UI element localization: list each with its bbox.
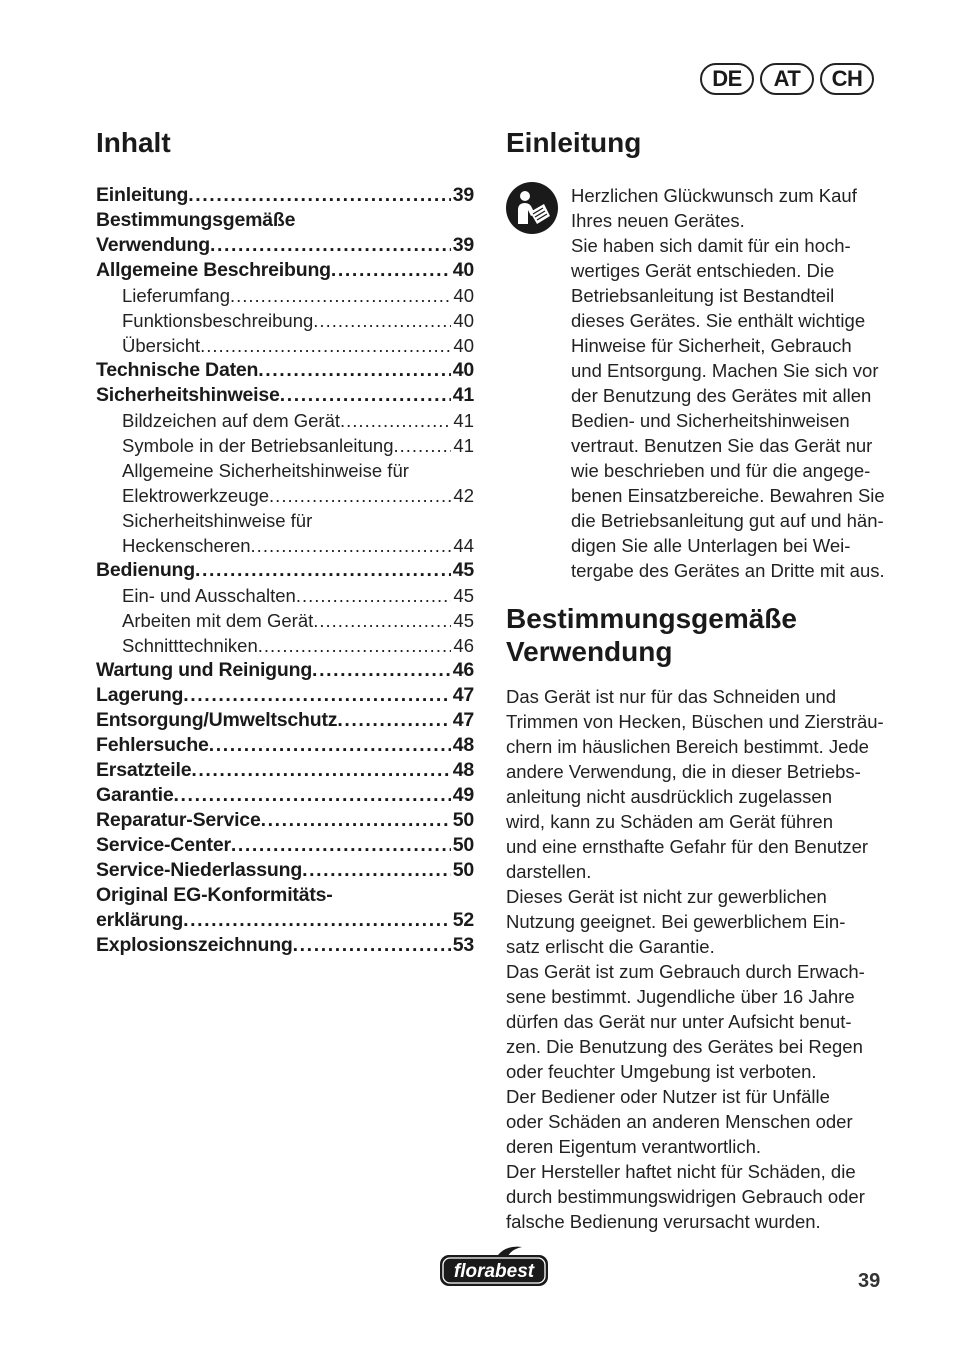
toc-entry-page: 39 bbox=[452, 234, 474, 256]
language-badge-ch: CH bbox=[820, 63, 874, 95]
toc-entry bbox=[96, 508, 474, 533]
toc-entry bbox=[96, 783, 474, 808]
toc-dot-leader bbox=[258, 358, 450, 383]
toc-entry-page: 44 bbox=[453, 535, 474, 556]
toc-dot-leader bbox=[269, 483, 451, 508]
toc-entry-page: 50 bbox=[452, 809, 474, 831]
intended-use-title: Bestimmungsgemäße Verwendung bbox=[506, 603, 797, 667]
toc-entry-page: 40 bbox=[453, 285, 474, 306]
toc-entry bbox=[96, 283, 474, 308]
toc-entry bbox=[96, 258, 474, 283]
toc-dot-leader bbox=[313, 608, 451, 633]
toc-entry-title: Service-Niederlassung bbox=[96, 859, 303, 881]
toc-entry bbox=[96, 183, 474, 208]
toc-entry bbox=[96, 633, 474, 658]
toc-entry bbox=[96, 408, 474, 433]
florabest-logo bbox=[438, 1245, 550, 1289]
toc-entry-page: 46 bbox=[452, 659, 474, 681]
toc-dot-leader bbox=[188, 183, 450, 208]
toc-entry bbox=[96, 383, 474, 408]
toc-entry-title: Entsorgung/Umweltschutz bbox=[96, 709, 338, 731]
toc-entry-page: 40 bbox=[452, 259, 474, 281]
page-number: 39 bbox=[858, 1270, 881, 1292]
toc-entry-title: Sicherheitshinweise bbox=[96, 384, 280, 406]
toc-entry bbox=[96, 658, 474, 683]
toc-entry bbox=[96, 883, 474, 908]
toc-dot-leader bbox=[200, 333, 451, 358]
toc-entry-page: 41 bbox=[452, 384, 474, 406]
toc-dot-leader bbox=[209, 733, 451, 758]
toc-dot-leader bbox=[191, 758, 450, 783]
toc-dot-leader bbox=[261, 808, 451, 833]
toc-entry bbox=[96, 908, 474, 933]
toc-entry bbox=[96, 458, 474, 483]
toc-entry-title: Garantie bbox=[96, 784, 174, 806]
toc-dot-leader bbox=[331, 258, 451, 283]
language-badges bbox=[700, 63, 874, 95]
toc-dot-leader bbox=[195, 558, 451, 583]
toc-entry bbox=[96, 608, 474, 633]
toc-entry-page: 41 bbox=[453, 435, 474, 456]
toc-dot-leader bbox=[183, 908, 451, 933]
toc-entry-title: Fehlersuche bbox=[96, 734, 209, 756]
table-of-contents bbox=[96, 183, 474, 958]
toc-entry-title: Service-Center bbox=[96, 834, 231, 856]
toc-dot-leader bbox=[231, 833, 451, 858]
toc-entry bbox=[96, 558, 474, 583]
toc-entry bbox=[96, 708, 474, 733]
toc-entry bbox=[96, 808, 474, 833]
toc-dot-leader bbox=[293, 933, 451, 958]
toc-entry-title: Wartung und Reinigung bbox=[96, 659, 313, 681]
toc-dot-leader bbox=[280, 383, 451, 408]
toc-entry-page: 48 bbox=[452, 734, 474, 756]
toc-entry-title: Verwendung bbox=[96, 234, 210, 256]
toc-entry-title: Reparatur-Service bbox=[96, 809, 261, 831]
toc-entry-title: Explosionszeichnung bbox=[96, 934, 293, 956]
toc-entry-page: 40 bbox=[452, 359, 474, 381]
toc-entry bbox=[96, 358, 474, 383]
toc-entry-page: 50 bbox=[452, 834, 474, 856]
toc-entry bbox=[96, 683, 474, 708]
toc-entry-title: Lieferumfang bbox=[122, 285, 230, 306]
toc-entry bbox=[96, 533, 474, 558]
toc-dot-leader bbox=[251, 533, 452, 558]
toc-entry-title: Heckenscheren bbox=[122, 535, 251, 556]
language-badge-de: DE bbox=[700, 63, 754, 95]
toc-entry bbox=[96, 233, 474, 258]
toc-entry-page: 52 bbox=[452, 909, 474, 931]
toc-entry bbox=[96, 333, 474, 358]
toc-dot-leader bbox=[394, 433, 452, 458]
toc-dot-leader bbox=[340, 408, 451, 433]
toc-dot-leader bbox=[302, 858, 451, 883]
introduction-title: Einleitung bbox=[506, 127, 642, 158]
toc-entry-title: Funktionsbeschreibung bbox=[122, 310, 314, 331]
toc-entry-title: Ersatzteile bbox=[96, 759, 192, 781]
toc-entry-page: 41 bbox=[453, 410, 474, 431]
toc-entry bbox=[96, 933, 474, 958]
toc-entry-title: Elektrowerkzeuge bbox=[122, 485, 270, 506]
toc-entry-title: Technische Daten bbox=[96, 359, 259, 381]
toc-dot-leader bbox=[210, 233, 451, 258]
intended-use-text: Das Gerät ist nur für das Schneiden und Trimmen von Hecken, Büschen und Ziersträu- chern im häuslichen Bereich bestimmt. Jede andere Verwendung, die in dieser Betriebs- anleitung nicht ausdrücklich zugelassen wird, kann zu Schäden am Gerät führen und eine ernsthafte Gefahr für den Benutzer darstellen. Dieses Gerät ist nicht zur gewerblichen Nutzung geeignet. Bei gewerblichem Ein- satz erlischt die Garantie. Das Gerät ist zum Gebrauch durch Erwach- sene bestimmt. Jugendliche über 16 Jahre dürfen das Gerät nur unter Aufsicht benut- zen. Die Benutzung des Gerätes bei Regen oder feuchter Umgebung ist verboten. Der Bediener oder Nutzer ist für Unfälle oder Schäden an anderen Menschen oder deren Eigentum verantwortlich. Der Hersteller haftet nicht für Schäden, die durch bestimmungswidrigen Gebrauch oder falsche Bedienung verursacht wurden. bbox=[506, 686, 884, 1232]
toc-dot-leader bbox=[337, 708, 450, 733]
toc-entry-page: 48 bbox=[452, 759, 474, 781]
toc-entry-page: 45 bbox=[453, 610, 474, 631]
toc-entry-title: Einleitung bbox=[96, 184, 189, 206]
language-badge-at: AT bbox=[760, 63, 814, 95]
toc-entry bbox=[96, 833, 474, 858]
toc-entry-title: Bildzeichen auf dem Gerät bbox=[122, 410, 341, 431]
toc-entry-title: Symbole in der Betriebsanleitung bbox=[122, 435, 394, 456]
toc-entry-title: Übersicht bbox=[122, 335, 201, 356]
toc-entry bbox=[96, 308, 474, 333]
toc-dot-leader bbox=[230, 283, 451, 308]
toc-entry-page: 42 bbox=[453, 485, 474, 506]
toc-title: Inhalt bbox=[96, 127, 171, 158]
toc-entry-page: 39 bbox=[452, 184, 474, 206]
toc-entry-title: Lagerung bbox=[96, 684, 184, 706]
toc-entry-page: 40 bbox=[453, 335, 474, 356]
toc-entry-title: Sicherheitshinweise für bbox=[122, 510, 313, 531]
toc-entry bbox=[96, 483, 474, 508]
introduction-text: Herzlichen Glückwunsch zum Kauf Ihres neuen Gerätes. Sie haben sich damit für ein hoch- wertiges Gerät entschieden. Die Betriebsanleitung ist Bestandteil dieses Gerätes. Sie enthält wichtige Hinweise für Sicherheit, Gebrauch und Entsorgung. Machen Sie sich vor der Benutzung des Gerätes mit allen Bedien- und Sicherheitshinweisen vertraut. Benutzen Sie das Gerät nur wie beschrieben und für die angege- benen Einsatzbereiche. Bewahren Sie die Betriebsanleitung gut auf und hän- digen Sie alle Unterlagen bei Wei- tergabe des Gerätes an Dritte mit aus. bbox=[571, 185, 885, 581]
toc-entry-page: 50 bbox=[452, 859, 474, 881]
toc-entry-title: Allgemeine Sicherheitshinweise für bbox=[122, 460, 409, 481]
toc-entry-title: Schnitttechniken bbox=[122, 635, 258, 656]
toc-dot-leader bbox=[258, 633, 452, 658]
toc-entry-title: Bestimmungsgemäße bbox=[96, 209, 296, 231]
toc-dot-leader bbox=[174, 783, 451, 808]
toc-entry-page: 40 bbox=[453, 310, 474, 331]
toc-dot-leader bbox=[183, 683, 450, 708]
toc-entry bbox=[96, 583, 474, 608]
toc-entry-title: Ein- und Ausschalten bbox=[122, 585, 296, 606]
toc-entry bbox=[96, 733, 474, 758]
toc-entry-title: erklärung bbox=[96, 909, 184, 931]
toc-entry bbox=[96, 858, 474, 883]
toc-entry-title: Bedienung bbox=[96, 559, 195, 581]
toc-entry-page: 45 bbox=[452, 559, 474, 581]
toc-entry-title: Arbeiten mit dem Gerät bbox=[122, 610, 314, 631]
toc-entry-page: 46 bbox=[453, 635, 474, 656]
toc-entry bbox=[96, 758, 474, 783]
toc-dot-leader bbox=[312, 658, 451, 683]
toc-entry bbox=[96, 433, 474, 458]
read-manual-icon bbox=[506, 182, 558, 234]
toc-dot-leader bbox=[313, 308, 451, 333]
toc-entry-page: 47 bbox=[452, 709, 474, 731]
toc-entry-title: Allgemeine Beschreibung bbox=[96, 259, 331, 281]
toc-entry-page: 45 bbox=[453, 585, 474, 606]
toc-entry bbox=[96, 208, 474, 233]
toc-dot-leader bbox=[296, 583, 452, 608]
toc-entry-page: 47 bbox=[452, 684, 474, 706]
toc-entry-title: Original EG-Konformitäts- bbox=[96, 884, 333, 906]
toc-entry-page: 49 bbox=[452, 784, 474, 806]
toc-entry-page: 53 bbox=[452, 934, 474, 956]
brand-wordmark: florabest bbox=[453, 1261, 535, 1282]
